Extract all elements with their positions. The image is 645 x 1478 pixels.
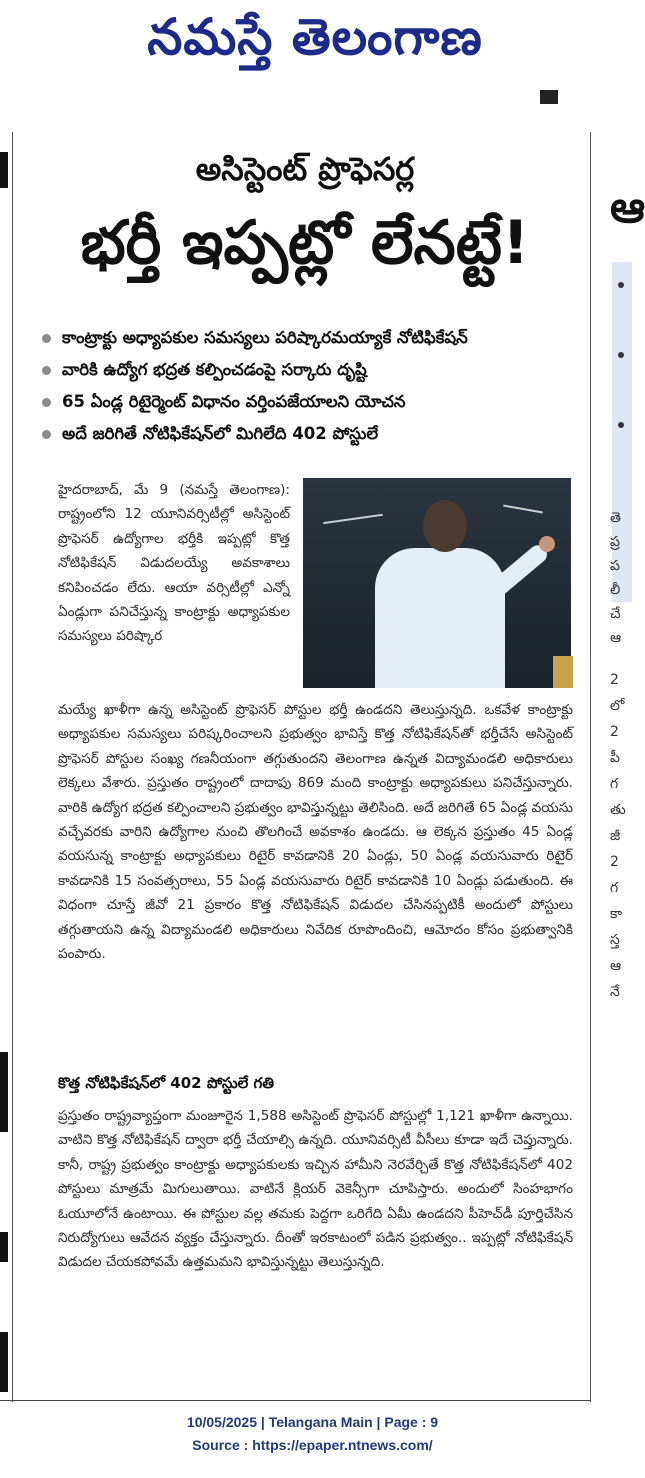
teacher-head [423, 500, 467, 552]
right-column-bullet [618, 422, 624, 428]
footer-divider [0, 1400, 590, 1401]
edition-info: 10/05/2025 | Telangana Main | Page : 9 [186, 1414, 439, 1430]
article-paragraph-closing: ప్రస్తుతం రాష్ట్రవ్యాప్తంగా మంజూరైన 1,588 అసిస్టెంట్ ప్రొఫెసర్ పోస్టుల్లో 1,121 ఖాళీగా ఉన్నాయి. వాటిని కొత్త నోటిఫికేషన్ ద్వారా భర్తీ చేయాల్సి ఉన్నది. యూనివర్సిటీ వీసీలు కూడా ఇదే చెప్తున్నారు. కానీ, రాష్ట్ర ప్రభుత్వం కాంట్రాక్టు అధ్యాపకులకు ఇచ్చిన హామీని నెరవేర్చితే కొత్త నోటిఫికేషన్‌లో 402 పోస్టులు మాత్రమే మిగులుతాయి. వాటినే క్లియర్ వెకెన్సీగా చూపిస్తారు. అందులో సింహభాగం ఓయూలోనే ఉంటాయి. ఈ పోస్టుల వల్ల తమకు పెద్దగా ఒరిగేది ఏమీ ఉండదని పీహెచ్‌డీ పూర్తిచేసిన నిరుద్యోగులు ఆవేదన వ్యక్తం చేస్తున్నారు. దీంతో ఇరకాటంలో పడిన ప్రభుత్వం.. ఇప్పట్లో నోటిఫికేషన్ విడుదల చేయకపోవమే ఉత్తమమని భావిస్తున్నట్టు తెలుస్తున్నది. [58, 1108, 573, 1271]
highlight-text: వారికి ఉద్యోగ భద్రత కల్పించడంపై సర్కారు దృష్టి [62, 360, 367, 379]
right-column-text: తె [610, 510, 621, 526]
right-column-text: ప [610, 558, 620, 574]
right-column-text: 2 [610, 672, 619, 688]
bullet-icon [42, 430, 51, 439]
left-column-fragment [0, 1052, 8, 1132]
right-adjacent-column [596, 132, 645, 1402]
right-column-text: చే [610, 606, 621, 622]
right-column-text: ప్ర [610, 534, 620, 550]
article-subheading: కొత్త నోటిఫికేషన్‌లో 402 పోస్టులే గతి [58, 1074, 274, 1092]
teacher-hand [539, 536, 555, 552]
right-column-text: 2 [610, 724, 619, 740]
left-column-fragment [0, 152, 8, 188]
bullet-icon [42, 366, 51, 375]
right-column-text: తు [610, 802, 626, 818]
right-column-text: లో [610, 698, 625, 714]
column-rule-left [12, 132, 13, 1402]
chalk-box [553, 656, 573, 688]
column-rule-right [590, 132, 591, 1402]
masthead-mark [540, 90, 558, 104]
teacher-figure [375, 548, 505, 688]
masthead [0, 0, 625, 100]
highlight-item [40, 322, 590, 354]
right-column-text: ఆ [610, 958, 622, 974]
article-paragraph-intro: హైదరాబాద్, మే 9 (నమస్తే తెలంగాణ): రాష్ట్రంలోని 12 యూనివర్సిటీల్లో అసిస్టెంట్ ప్రొఫెసర్ ఉద్యోగాల భర్తీకి ఇప్పట్లో కొత్త నోటిఫికేషన్ విడుదలయ్యే అవకాశాలు కనిపించడం లేదు. ఆయా వర్సిటీల్లో ఎన్నో ఏండ్లుగా పనిచేస్తున్న కాంట్రాక్టు అధ్యాపకుల సమస్యలు పరిష్కార [58, 482, 290, 645]
highlight-item [40, 418, 590, 450]
right-column-text: లీ [610, 582, 621, 598]
right-column-text: జీ [610, 828, 621, 844]
right-column-text: స్త [610, 932, 620, 948]
left-column-fragment [0, 1232, 8, 1262]
article-kicker: అసిస్టెంట్ ప్రొఫెసర్ల [195, 150, 415, 188]
highlight-text: 65 ఏండ్ల రిటైర్మెంట్ విధానం వర్తింపజేయాలని యోచన [62, 392, 406, 411]
right-column-text: కా [610, 906, 623, 922]
highlight-item [40, 386, 590, 418]
right-column-text: ఆ [610, 630, 622, 646]
right-column-text: పీ [610, 750, 620, 766]
source-link[interactable]: Source : https://epaper.ntnews.com/ [192, 1437, 433, 1453]
right-column-text: గ [610, 880, 619, 896]
right-column-text: గ [610, 776, 619, 792]
article-paragraph-body: మయ్యే ఖాళీగా ఉన్న అసిస్టెంట్ ప్రొఫెసర్ పోస్టుల భర్తీ ఉండదని తెలుస్తున్నది. ఒకవేళ కాంట్రాక్టు అధ్యాపకుల సమస్యలు పరిష్కరించాలని ప్రభుత్వం భావిస్తే కొత్త నోటిఫికేషన్‌తో భర్తీచేసే అసిస్టెంట్ ప్రొఫెసర్ పోస్టుల సంఖ్య గణనీయంగా తగ్గుతుందని తెలంగాణ ఉన్నత విద్యామండలి అధికారులు లెక్కలు వేశారు. ప్రస్తుతం రాష్ట్రంలో దాదాపు 869 మంది కాంట్రాక్టు అధ్యాపకులు పనిచేస్తున్నారు. వారికి ఉద్యోగ భద్రత కల్పించాలని ప్రభుత్వం భావిస్తున్నట్టు తెలిసింది. అదే జరిగితే 65 ఏండ్ల వయసు వచ్చేవరకు వారిని ఉద్యోగాల నుంచి తొలగించే అవకాశం ఉండదు. ఆ లెక్కన ప్రస్తుతం 45 ఏండ్ల వయసున్న కాంట్రాక్టు అధ్యాపకులు రిటైర్ కావడానికి 20 ఏండ్లు, 50 ఏండ్ల వయసువారు రిటైర్ కావడానికి 15 సంవత్సరాలు, 55 ఏండ్ల వయసువారు రిటైర్ కావడానికి 10 ఏండ్లు పడుతుంది. ఈ విధంగా చూస్తే జీవో 21 ప్రకారం కొత్త నోటిఫికేషన్ విడుదల చేసినప్పటికీ అందులో పోస్టులు తగ్గుతాయని ఉన్న విద్యామండలి అధికారులు నివేదిక రూపొందించి, ఆమోదం కోసం ప్రభుత్వానికి పంపారు. [58, 702, 573, 963]
right-column-bullet [618, 352, 624, 358]
right-column-text: 2 [610, 854, 619, 870]
left-column-fragment [0, 1332, 8, 1392]
right-column-bullet [618, 282, 624, 288]
bullet-icon [42, 398, 51, 407]
highlight-text: కాంట్రాక్టు అధ్యాపకుల సమస్యలు పరిష్కారమయ్యాకే నోటిఫికేషన్ [62, 328, 468, 347]
newspaper-logo: నమస్తే తెలంగాణ [147, 8, 483, 66]
bullet-icon [42, 334, 51, 343]
right-column-headline-fragment: ఆ [610, 182, 645, 233]
highlight-text: అదే జరిగితే నోటిఫికేషన్‌లో మిగిలేది 402 పోస్టులే [62, 424, 379, 443]
teacher-blackboard-photo [303, 478, 571, 688]
highlight-item [40, 354, 590, 386]
highlights-list [40, 322, 590, 450]
article-headline: భర్తీ ఇప్పట్లో లేనట్టే! [80, 208, 530, 278]
right-column-text: నే [610, 984, 620, 1000]
left-adjacent-column [0, 132, 10, 1402]
